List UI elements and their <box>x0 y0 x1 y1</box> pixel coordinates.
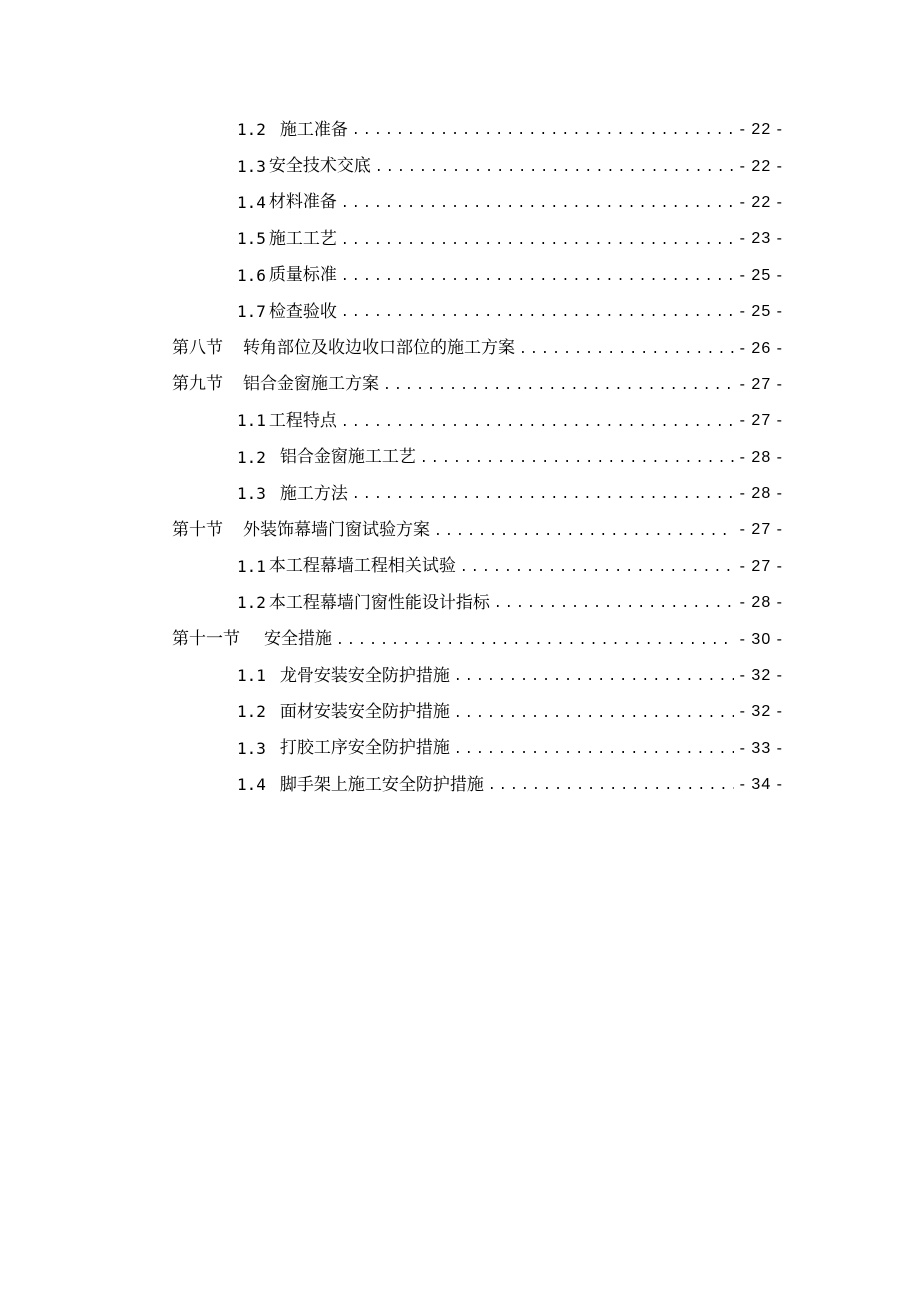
toc-entry-number: 1.3 <box>237 156 266 176</box>
toc-entry-title: 外装饰幕墙门窗试验方案 <box>243 519 430 540</box>
toc-entry-number: 1.3 <box>237 738 266 758</box>
toc-entry-page: - 27 - <box>739 375 783 393</box>
toc-entry-title: 施工准备 <box>279 119 348 140</box>
toc-entry-page: - 22 - <box>739 121 783 139</box>
toc-section-number: 第十节 <box>172 519 223 540</box>
toc-entry-title: 转角部位及收边收口部位的施工方案 <box>243 338 515 359</box>
toc-entry[interactable] <box>0 476 920 512</box>
toc-entry-page: - 25 - <box>739 266 783 284</box>
toc-entry-page: - 22 - <box>739 157 783 175</box>
toc-entry[interactable] <box>0 658 920 694</box>
toc-entry[interactable] <box>0 731 920 767</box>
toc-entry[interactable] <box>0 258 920 294</box>
toc-entry-title: 本工程幕墙门窗性能设计指标 <box>268 592 490 613</box>
toc-entry-title: 施工工艺 <box>268 228 337 249</box>
toc-entry-title: 龙骨安装安全防护措施 <box>279 665 450 686</box>
toc-section-entry[interactable] <box>0 512 920 548</box>
toc-entry-number: 1.1 <box>237 666 266 686</box>
toc-entry-page: - 28 - <box>739 594 783 612</box>
toc-entry-number: 1.2 <box>237 593 266 613</box>
toc-entry-page: - 32 - <box>739 703 783 721</box>
toc-entry-title: 打胶工序安全防护措施 <box>279 738 450 759</box>
toc-entry[interactable] <box>0 221 920 257</box>
toc-entry-number: 1.4 <box>237 775 266 795</box>
toc-entry-title: 本工程幕墙工程相关试验 <box>268 556 456 577</box>
toc-entry-title: 面材安装安全防护措施 <box>279 701 450 722</box>
toc-entry-page: - 28 - <box>739 485 783 503</box>
toc-entry[interactable] <box>0 440 920 476</box>
toc-dot-leader <box>341 415 734 431</box>
toc-dot-leader <box>434 524 734 540</box>
toc-entry[interactable] <box>0 294 920 330</box>
toc-dot-leader <box>352 123 734 139</box>
toc-entry-number: 1.1 <box>237 556 266 576</box>
toc-entry-page: - 26 - <box>739 339 783 357</box>
toc-dot-leader <box>341 233 734 249</box>
toc-entry-title: 检查验收 <box>268 301 337 322</box>
toc-dot-leader <box>336 633 734 649</box>
toc-dot-leader <box>460 560 734 576</box>
toc-entry[interactable] <box>0 767 920 803</box>
toc-dot-leader <box>341 196 734 212</box>
toc-dot-leader <box>494 596 734 612</box>
toc-entry-title: 铝合金窗施工方案 <box>243 374 379 395</box>
table-of-contents <box>0 112 920 803</box>
toc-section-number: 第十一节 <box>172 629 240 650</box>
toc-dot-leader <box>454 669 734 685</box>
toc-entry[interactable] <box>0 403 920 439</box>
toc-dot-leader <box>352 487 734 503</box>
toc-dot-leader <box>454 706 734 722</box>
toc-entry[interactable] <box>0 585 920 621</box>
toc-entry-title: 材料准备 <box>268 192 337 213</box>
toc-dot-leader <box>375 160 734 176</box>
toc-dot-leader <box>488 778 734 794</box>
toc-section-number: 第八节 <box>172 338 223 359</box>
toc-entry-number: 1.6 <box>237 265 266 285</box>
toc-entry-number: 1.2 <box>237 702 266 722</box>
toc-section-number: 第九节 <box>172 374 223 395</box>
toc-entry-title: 安全措施 <box>264 629 332 650</box>
toc-entry-number: 1.3 <box>237 484 266 504</box>
toc-entry[interactable] <box>0 148 920 184</box>
toc-dot-leader <box>341 305 734 321</box>
toc-entry-page: - 32 - <box>739 667 783 685</box>
toc-dot-leader <box>519 342 734 358</box>
toc-entry[interactable] <box>0 185 920 221</box>
toc-dot-leader <box>341 269 734 285</box>
toc-entry-title: 工程特点 <box>268 410 337 431</box>
toc-entry-number: 1.2 <box>237 447 266 467</box>
toc-section-entry[interactable] <box>0 367 920 403</box>
toc-dot-leader <box>454 742 734 758</box>
toc-entry-page: - 27 - <box>739 412 783 430</box>
toc-entry-page: - 27 - <box>739 521 783 539</box>
toc-entry-title: 脚手架上施工安全防护措施 <box>279 774 484 795</box>
toc-entry-number: 1.5 <box>237 229 266 249</box>
toc-entry[interactable] <box>0 694 920 730</box>
toc-entry-number: 1.7 <box>237 302 266 322</box>
toc-dot-leader <box>383 378 734 394</box>
toc-entry-page: - 23 - <box>739 230 783 248</box>
toc-entry-page: - 34 - <box>739 776 783 794</box>
toc-entry-number: 1.4 <box>237 192 266 212</box>
toc-entry[interactable] <box>0 112 920 148</box>
toc-entry[interactable] <box>0 549 920 585</box>
toc-entry-page: - 28 - <box>739 448 783 466</box>
toc-entry-title: 质量标准 <box>268 265 337 286</box>
toc-dot-leader <box>420 451 734 467</box>
toc-entry-number: 1.1 <box>237 411 266 431</box>
toc-entry-page: - 22 - <box>739 193 783 211</box>
toc-section-entry[interactable] <box>0 621 920 657</box>
toc-section-entry[interactable] <box>0 330 920 366</box>
toc-entry-number: 1.2 <box>237 120 266 140</box>
toc-entry-title: 铝合金窗施工工艺 <box>279 447 416 468</box>
toc-entry-page: - 25 - <box>739 303 783 321</box>
toc-entry-title: 安全技术交底 <box>268 156 371 177</box>
toc-entry-page: - 33 - <box>739 739 783 757</box>
toc-entry-title: 施工方法 <box>279 483 348 504</box>
toc-entry-page: - 30 - <box>739 630 783 648</box>
toc-entry-page: - 27 - <box>739 557 783 575</box>
